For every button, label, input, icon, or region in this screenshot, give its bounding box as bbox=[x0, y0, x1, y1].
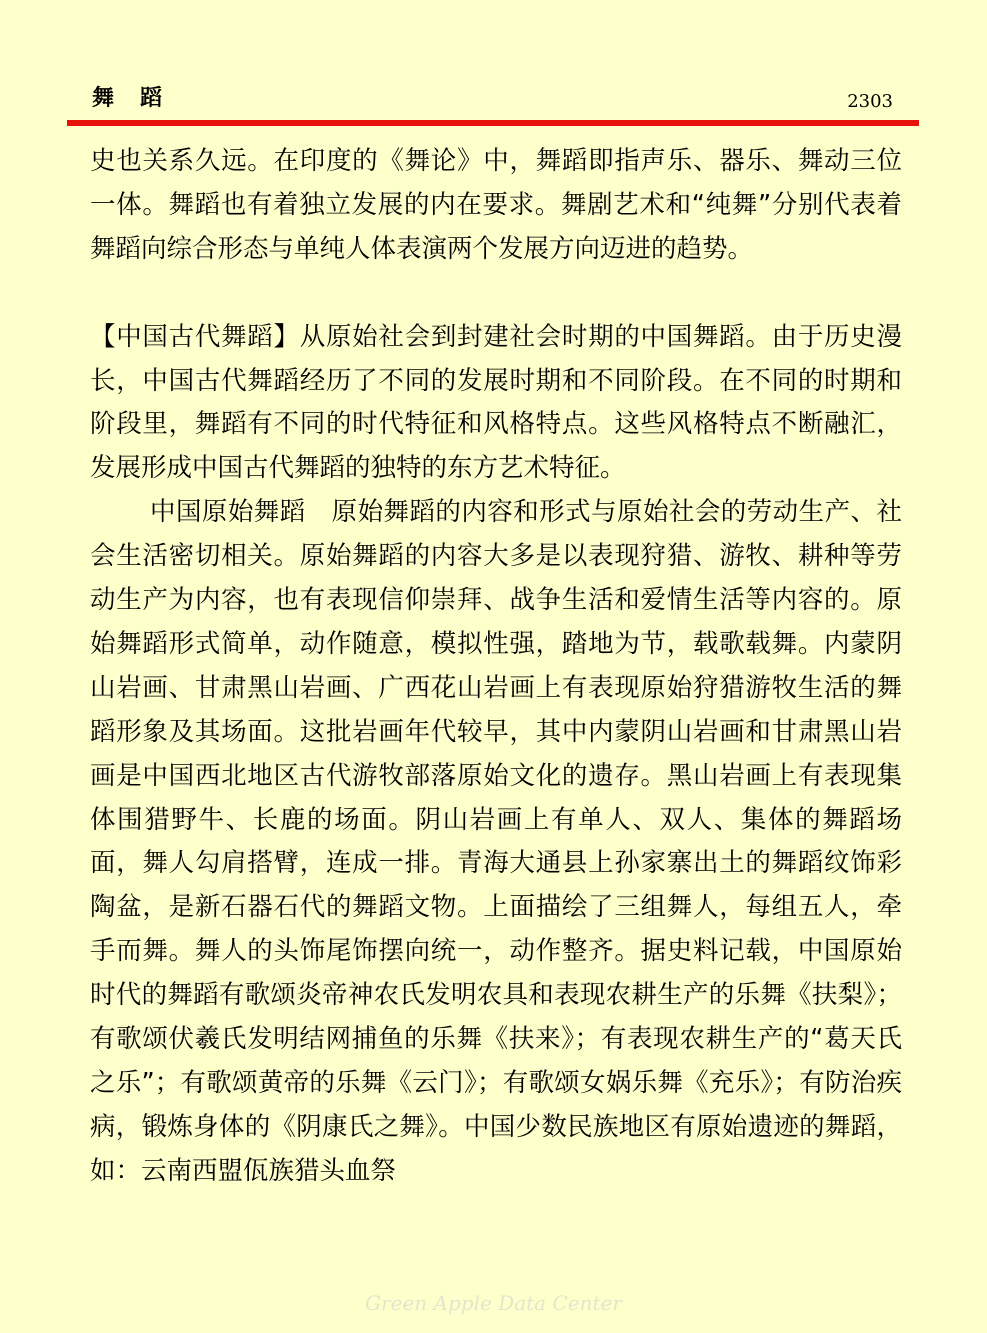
header-rule bbox=[67, 120, 919, 126]
watermark: Green Apple Data Center bbox=[365, 1291, 622, 1315]
paragraph-gap bbox=[90, 272, 902, 316]
entry-term: 【中国古代舞蹈】 bbox=[90, 321, 300, 352]
subsection-spacer bbox=[306, 497, 332, 527]
running-title: 舞 蹈 bbox=[92, 86, 165, 111]
subsection-text: 原始舞蹈的内容和形式与原始社会的劳动生产、社会生活密切相关。原始舞蹈的内容大多是以表现狩猎、游牧、耕种等劳动生产为内容，也有表现信仰崇拜、战争生活和爱情生活等内容的。原始舞蹈形式简单，动作随意，模拟性强，踏地为节，载歌载舞。内蒙阴山岩画、甘肃黑山岩画、广西花山岩画上有表现原始狩猎游牧生活的舞蹈形象及其场面。这批岩画年代较早，其中内蒙阴山岩画和甘肃黑山岩画是中国西北地区古代游牧部落原始文化的遗存。黑山岩画上有表现集体围猎野牛、长鹿的场面。阴山岩画上有单人、双人、集体的舞蹈场面，舞人勾肩搭臂，连成一排。青海大通县上孙家寨出土的舞蹈纹饰彩陶盆，是新石器石代的舞蹈文物。上面描绘了三组舞人，每组五人，牵手而舞。舞人的头饰尾饰摆向统一，动作整齐。据史料记载，中国原始时代的舞蹈有歌颂炎帝神农氏发明农具和表现农耕生产的乐舞《扶梨》；有歌颂伏羲氏发明结网捕鱼的乐舞《扶来》；有表现农耕生产的“葛天氏之乐”；有歌颂黄帝的乐舞《云门》；有歌颂女娲乐舞《充乐》；有防治疾病，锻炼身体的《阴康氏之舞》。中国少数民族地区有原始遗迹的舞蹈，如：云南西盟佤族猎头血祭 bbox=[90, 497, 902, 1186]
subsection-heading: 中国原始舞蹈 bbox=[150, 497, 306, 528]
page-number: 2303 bbox=[847, 91, 893, 112]
entry-text: 从原始社会到封建社会时期的中国舞蹈。由于历史漫长，中国古代舞蹈经历了不同的发展时期和不同阶段。在不同的时期和阶段里，舞蹈有不同的时代特征和风格特点。这些风格特点不断融汇，发展形成中国古代舞蹈的独特的东方艺术特征。 bbox=[90, 321, 902, 484]
continued-paragraph: 史也关系久远。在印度的《舞论》中，舞蹈即指声乐、器乐、舞动三位一体。舞蹈也有着独立发展的内在要求。舞剧艺术和“纯舞”分别代表着舞蹈向综合形态与单纯人体表演两个发展方向迈进的趋势。 bbox=[90, 146, 902, 264]
subsection-paragraph bbox=[90, 491, 902, 1194]
body-text bbox=[90, 140, 902, 1194]
entry-paragraph bbox=[90, 316, 902, 492]
